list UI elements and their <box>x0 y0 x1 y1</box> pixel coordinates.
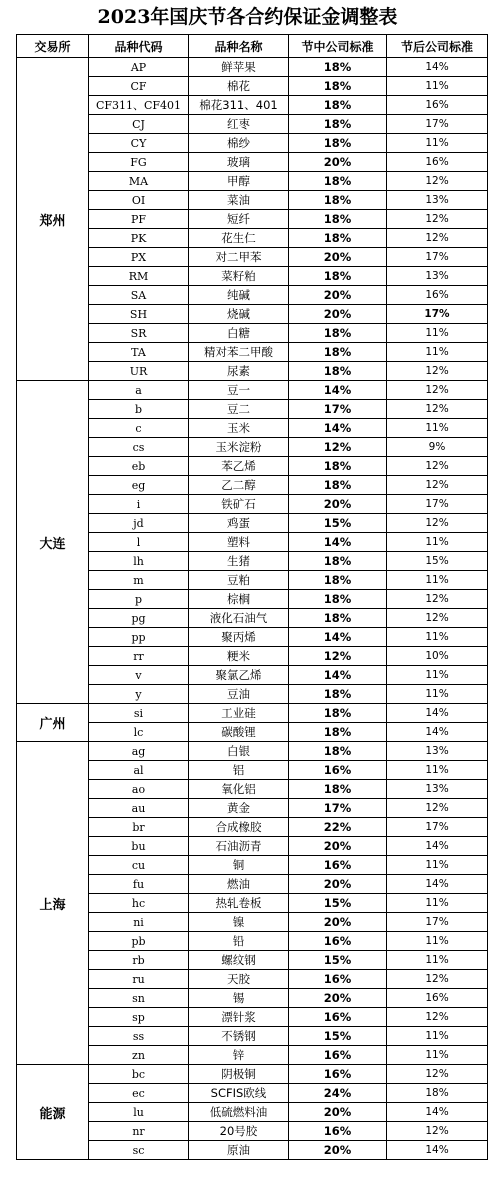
product-code-cell: lu <box>89 1103 189 1122</box>
header-post-holiday-standard: 节后公司标准 <box>387 35 488 58</box>
product-name-cell: 天胶 <box>189 970 289 989</box>
product-code-cell: pg <box>89 609 189 628</box>
product-name-cell: 石油沥青 <box>189 837 289 856</box>
post-holiday-margin-cell: 17% <box>387 248 488 267</box>
table-row <box>17 1065 488 1084</box>
product-name-cell: 聚丙烯 <box>189 628 289 647</box>
product-code-cell: p <box>89 590 189 609</box>
post-holiday-margin-cell: 11% <box>387 666 488 685</box>
holiday-margin-cell: 20% <box>289 989 387 1008</box>
post-holiday-margin-cell: 12% <box>387 476 488 495</box>
post-holiday-margin-cell: 13% <box>387 780 488 799</box>
table-row <box>17 58 488 77</box>
product-code-cell: PX <box>89 248 189 267</box>
post-holiday-margin-cell: 10% <box>387 647 488 666</box>
post-holiday-margin-cell: 14% <box>387 704 488 723</box>
product-code-cell: rr <box>89 647 189 666</box>
product-name-cell: 菜油 <box>189 191 289 210</box>
holiday-margin-cell: 18% <box>289 723 387 742</box>
holiday-margin-cell: 18% <box>289 58 387 77</box>
product-code-cell: MA <box>89 172 189 191</box>
product-code-cell: cu <box>89 856 189 875</box>
exchange-cell: 郑州 <box>17 58 89 381</box>
product-name-cell: 纯碱 <box>189 286 289 305</box>
holiday-margin-cell: 15% <box>289 894 387 913</box>
holiday-margin-cell: 12% <box>289 647 387 666</box>
header-product-code: 品种代码 <box>89 35 189 58</box>
product-code-cell: nr <box>89 1122 189 1141</box>
product-name-cell: 燃油 <box>189 875 289 894</box>
post-holiday-margin-cell: 11% <box>387 894 488 913</box>
holiday-margin-cell: 16% <box>289 1046 387 1065</box>
holiday-margin-cell: 18% <box>289 685 387 704</box>
product-name-cell: 豆二 <box>189 400 289 419</box>
product-code-cell: cs <box>89 438 189 457</box>
post-holiday-margin-cell: 11% <box>387 628 488 647</box>
product-code-cell: pp <box>89 628 189 647</box>
product-code-cell: a <box>89 381 189 400</box>
product-code-cell: ru <box>89 970 189 989</box>
holiday-margin-cell: 18% <box>289 590 387 609</box>
product-name-cell: 乙二醇 <box>189 476 289 495</box>
post-holiday-margin-cell: 14% <box>387 1141 488 1160</box>
product-code-cell: c <box>89 419 189 438</box>
holiday-margin-cell: 18% <box>289 571 387 590</box>
product-name-cell: 棉纱 <box>189 134 289 153</box>
product-code-cell: v <box>89 666 189 685</box>
product-code-cell: sp <box>89 1008 189 1027</box>
post-holiday-margin-cell: 11% <box>387 533 488 552</box>
holiday-margin-cell: 18% <box>289 134 387 153</box>
holiday-margin-cell: 17% <box>289 400 387 419</box>
post-holiday-margin-cell: 11% <box>387 77 488 96</box>
post-holiday-margin-cell: 13% <box>387 742 488 761</box>
post-holiday-margin-cell: 11% <box>387 685 488 704</box>
holiday-margin-cell: 20% <box>289 153 387 172</box>
exchange-cell: 大连 <box>17 381 89 704</box>
product-code-cell: sc <box>89 1141 189 1160</box>
holiday-margin-cell: 18% <box>289 115 387 134</box>
product-code-cell: br <box>89 818 189 837</box>
product-name-cell: 白银 <box>189 742 289 761</box>
holiday-margin-cell: 16% <box>289 761 387 780</box>
table-row <box>17 381 488 400</box>
post-holiday-margin-cell: 11% <box>387 343 488 362</box>
post-holiday-margin-cell: 11% <box>387 761 488 780</box>
holiday-margin-cell: 20% <box>289 305 387 324</box>
product-code-cell: SA <box>89 286 189 305</box>
product-code-cell: ss <box>89 1027 189 1046</box>
post-holiday-margin-cell: 11% <box>387 951 488 970</box>
holiday-margin-cell: 20% <box>289 837 387 856</box>
holiday-margin-cell: 14% <box>289 533 387 552</box>
product-name-cell: 豆油 <box>189 685 289 704</box>
post-holiday-margin-cell: 12% <box>387 362 488 381</box>
product-name-cell: 聚氯乙烯 <box>189 666 289 685</box>
product-code-cell: CF311、CF401 <box>89 96 189 115</box>
holiday-margin-cell: 16% <box>289 856 387 875</box>
product-name-cell: 粳米 <box>189 647 289 666</box>
holiday-margin-cell: 18% <box>289 172 387 191</box>
product-name-cell: 漂针浆 <box>189 1008 289 1027</box>
product-code-cell: FG <box>89 153 189 172</box>
post-holiday-margin-cell: 12% <box>387 210 488 229</box>
product-code-cell: eg <box>89 476 189 495</box>
post-holiday-margin-cell: 11% <box>387 856 488 875</box>
post-holiday-margin-cell: 16% <box>387 989 488 1008</box>
holiday-margin-cell: 14% <box>289 381 387 400</box>
holiday-margin-cell: 20% <box>289 248 387 267</box>
product-name-cell: 低硫燃料油 <box>189 1103 289 1122</box>
post-holiday-margin-cell: 16% <box>387 286 488 305</box>
holiday-margin-cell: 24% <box>289 1084 387 1103</box>
product-name-cell: 液化石油气 <box>189 609 289 628</box>
holiday-margin-cell: 20% <box>289 495 387 514</box>
exchange-cell: 上海 <box>17 742 89 1065</box>
product-code-cell: jd <box>89 514 189 533</box>
post-holiday-margin-cell: 11% <box>387 571 488 590</box>
product-name-cell: SCFIS欧线 <box>189 1084 289 1103</box>
holiday-margin-cell: 18% <box>289 476 387 495</box>
post-holiday-margin-cell: 14% <box>387 58 488 77</box>
post-holiday-margin-cell: 11% <box>387 134 488 153</box>
post-holiday-margin-cell: 12% <box>387 1065 488 1084</box>
product-name-cell: 对二甲苯 <box>189 248 289 267</box>
product-code-cell: ao <box>89 780 189 799</box>
product-code-cell: bu <box>89 837 189 856</box>
product-name-cell: 生猪 <box>189 552 289 571</box>
holiday-margin-cell: 16% <box>289 970 387 989</box>
header-row <box>17 35 488 58</box>
product-name-cell: 铜 <box>189 856 289 875</box>
post-holiday-margin-cell: 17% <box>387 305 488 324</box>
post-holiday-margin-cell: 12% <box>387 400 488 419</box>
product-code-cell: y <box>89 685 189 704</box>
header-exchange: 交易所 <box>17 35 89 58</box>
holiday-margin-cell: 18% <box>289 704 387 723</box>
product-code-cell: CF <box>89 77 189 96</box>
holiday-margin-cell: 18% <box>289 96 387 115</box>
post-holiday-margin-cell: 12% <box>387 1122 488 1141</box>
product-name-cell: 不锈钢 <box>189 1027 289 1046</box>
holiday-margin-cell: 18% <box>289 742 387 761</box>
product-code-cell: zn <box>89 1046 189 1065</box>
holiday-margin-cell: 16% <box>289 1065 387 1084</box>
holiday-margin-cell: 15% <box>289 1027 387 1046</box>
product-name-cell: 锌 <box>189 1046 289 1065</box>
product-code-cell: AP <box>89 58 189 77</box>
product-name-cell: 20号胶 <box>189 1122 289 1141</box>
product-name-cell: 铁矿石 <box>189 495 289 514</box>
product-name-cell: 阴极铜 <box>189 1065 289 1084</box>
product-name-cell: 尿素 <box>189 362 289 381</box>
post-holiday-margin-cell: 12% <box>387 381 488 400</box>
product-code-cell: SH <box>89 305 189 324</box>
post-holiday-margin-cell: 17% <box>387 495 488 514</box>
post-holiday-margin-cell: 12% <box>387 172 488 191</box>
product-code-cell: au <box>89 799 189 818</box>
holiday-margin-cell: 20% <box>289 286 387 305</box>
post-holiday-margin-cell: 12% <box>387 229 488 248</box>
product-name-cell: 棉花 <box>189 77 289 96</box>
product-code-cell: CY <box>89 134 189 153</box>
product-name-cell: 镍 <box>189 913 289 932</box>
holiday-margin-cell: 18% <box>289 191 387 210</box>
post-holiday-margin-cell: 9% <box>387 438 488 457</box>
product-code-cell: TA <box>89 343 189 362</box>
product-code-cell: PK <box>89 229 189 248</box>
product-name-cell: 碳酸锂 <box>189 723 289 742</box>
product-name-cell: 鲜苹果 <box>189 58 289 77</box>
product-name-cell: 锡 <box>189 989 289 1008</box>
product-code-cell: PF <box>89 210 189 229</box>
product-name-cell: 黄金 <box>189 799 289 818</box>
post-holiday-margin-cell: 17% <box>387 115 488 134</box>
post-holiday-margin-cell: 16% <box>387 96 488 115</box>
product-code-cell: fu <box>89 875 189 894</box>
product-name-cell: 菜籽粕 <box>189 267 289 286</box>
product-code-cell: l <box>89 533 189 552</box>
product-name-cell: 玉米淀粉 <box>189 438 289 457</box>
holiday-margin-cell: 20% <box>289 1141 387 1160</box>
product-code-cell: bc <box>89 1065 189 1084</box>
holiday-margin-cell: 18% <box>289 324 387 343</box>
product-code-cell: al <box>89 761 189 780</box>
post-holiday-margin-cell: 14% <box>387 1103 488 1122</box>
holiday-margin-cell: 18% <box>289 780 387 799</box>
product-name-cell: 棉花311、401 <box>189 96 289 115</box>
holiday-margin-cell: 18% <box>289 457 387 476</box>
post-holiday-margin-cell: 13% <box>387 191 488 210</box>
holiday-margin-cell: 17% <box>289 799 387 818</box>
exchange-cell: 能源 <box>17 1065 89 1160</box>
table-row <box>17 742 488 761</box>
product-name-cell: 棕榈 <box>189 590 289 609</box>
product-name-cell: 短纤 <box>189 210 289 229</box>
product-code-cell: hc <box>89 894 189 913</box>
product-code-cell: i <box>89 495 189 514</box>
holiday-margin-cell: 20% <box>289 1103 387 1122</box>
post-holiday-margin-cell: 12% <box>387 970 488 989</box>
product-name-cell: 红枣 <box>189 115 289 134</box>
product-name-cell: 玻璃 <box>189 153 289 172</box>
product-name-cell: 铅 <box>189 932 289 951</box>
product-name-cell: 鸡蛋 <box>189 514 289 533</box>
post-holiday-margin-cell: 12% <box>387 799 488 818</box>
product-code-cell: RM <box>89 267 189 286</box>
holiday-margin-cell: 18% <box>289 343 387 362</box>
post-holiday-margin-cell: 15% <box>387 552 488 571</box>
post-holiday-margin-cell: 12% <box>387 514 488 533</box>
product-code-cell: si <box>89 704 189 723</box>
product-name-cell: 热轧卷板 <box>189 894 289 913</box>
holiday-margin-cell: 22% <box>289 818 387 837</box>
post-holiday-margin-cell: 11% <box>387 419 488 438</box>
product-code-cell: ec <box>89 1084 189 1103</box>
post-holiday-margin-cell: 17% <box>387 818 488 837</box>
product-name-cell: 合成橡胶 <box>189 818 289 837</box>
product-name-cell: 玉米 <box>189 419 289 438</box>
product-name-cell: 烧碱 <box>189 305 289 324</box>
holiday-margin-cell: 14% <box>289 419 387 438</box>
holiday-margin-cell: 18% <box>289 609 387 628</box>
product-name-cell: 豆一 <box>189 381 289 400</box>
holiday-margin-cell: 18% <box>289 77 387 96</box>
product-code-cell: pb <box>89 932 189 951</box>
product-code-cell: CJ <box>89 115 189 134</box>
exchange-cell: 广州 <box>17 704 89 742</box>
product-code-cell: ag <box>89 742 189 761</box>
holiday-margin-cell: 16% <box>289 1122 387 1141</box>
post-holiday-margin-cell: 11% <box>387 1027 488 1046</box>
product-code-cell: OI <box>89 191 189 210</box>
holiday-margin-cell: 15% <box>289 951 387 970</box>
margin-adjustment-table <box>16 34 488 1160</box>
product-code-cell: lh <box>89 552 189 571</box>
post-holiday-margin-cell: 14% <box>387 837 488 856</box>
post-holiday-margin-cell: 11% <box>387 1046 488 1065</box>
post-holiday-margin-cell: 16% <box>387 153 488 172</box>
product-name-cell: 塑料 <box>189 533 289 552</box>
holiday-margin-cell: 14% <box>289 666 387 685</box>
product-code-cell: UR <box>89 362 189 381</box>
post-holiday-margin-cell: 17% <box>387 913 488 932</box>
post-holiday-margin-cell: 18% <box>387 1084 488 1103</box>
holiday-margin-cell: 18% <box>289 552 387 571</box>
product-name-cell: 甲醇 <box>189 172 289 191</box>
holiday-margin-cell: 15% <box>289 514 387 533</box>
post-holiday-margin-cell: 12% <box>387 457 488 476</box>
holiday-margin-cell: 12% <box>289 438 387 457</box>
product-code-cell: ni <box>89 913 189 932</box>
product-name-cell: 苯乙烯 <box>189 457 289 476</box>
product-name-cell: 白糖 <box>189 324 289 343</box>
holiday-margin-cell: 14% <box>289 628 387 647</box>
product-name-cell: 工业硅 <box>189 704 289 723</box>
product-code-cell: rb <box>89 951 189 970</box>
product-name-cell: 原油 <box>189 1141 289 1160</box>
post-holiday-margin-cell: 14% <box>387 723 488 742</box>
post-holiday-margin-cell: 11% <box>387 324 488 343</box>
holiday-margin-cell: 16% <box>289 1008 387 1027</box>
post-holiday-margin-cell: 12% <box>387 1008 488 1027</box>
product-name-cell: 螺纹钢 <box>189 951 289 970</box>
page-title: 2023年国庆节各合约保证金调整表 <box>97 6 398 28</box>
holiday-margin-cell: 18% <box>289 267 387 286</box>
post-holiday-margin-cell: 14% <box>387 875 488 894</box>
header-holiday-standard: 节中公司标准 <box>289 35 387 58</box>
post-holiday-margin-cell: 12% <box>387 609 488 628</box>
holiday-margin-cell: 16% <box>289 932 387 951</box>
product-code-cell: eb <box>89 457 189 476</box>
post-holiday-margin-cell: 13% <box>387 267 488 286</box>
product-code-cell: m <box>89 571 189 590</box>
product-name-cell: 精对苯二甲酸 <box>189 343 289 362</box>
product-code-cell: b <box>89 400 189 419</box>
product-code-cell: SR <box>89 324 189 343</box>
product-name-cell: 氧化铝 <box>189 780 289 799</box>
product-code-cell: lc <box>89 723 189 742</box>
table-row <box>17 704 488 723</box>
product-name-cell: 铝 <box>189 761 289 780</box>
post-holiday-margin-cell: 11% <box>387 932 488 951</box>
product-name-cell: 豆粕 <box>189 571 289 590</box>
post-holiday-margin-cell: 12% <box>387 590 488 609</box>
product-name-cell: 花生仁 <box>189 229 289 248</box>
holiday-margin-cell: 20% <box>289 875 387 894</box>
holiday-margin-cell: 18% <box>289 210 387 229</box>
holiday-margin-cell: 18% <box>289 362 387 381</box>
product-code-cell: sn <box>89 989 189 1008</box>
holiday-margin-cell: 20% <box>289 913 387 932</box>
holiday-margin-cell: 18% <box>289 229 387 248</box>
header-product-name: 品种名称 <box>189 35 289 58</box>
